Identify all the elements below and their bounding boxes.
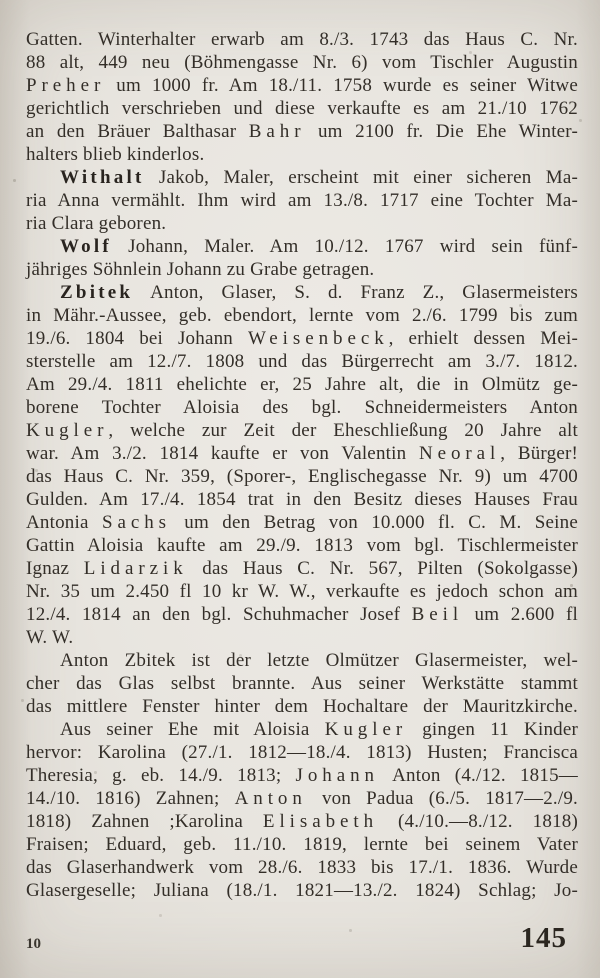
text-run: um 2100 fr. Die Ehe Winter- [305, 121, 578, 142]
entry-headword: Withalt [60, 167, 145, 188]
text-line [26, 235, 578, 258]
text-line [26, 212, 578, 235]
text-line [26, 695, 578, 718]
page-text [26, 28, 578, 902]
text-run: um den Betrag von 10.000 fl. C. M. Seine [170, 512, 578, 533]
text-run: ria Anna vermählt. Ihm wird am 13./8. 1717 eine Tochter Ma- [26, 190, 578, 211]
text-line [26, 189, 578, 212]
text-run: Fraisen; Eduard, geb. 11./10. 1819, lernte bei seinem Vater [26, 834, 578, 855]
text-run: , welche zur Zeit der Eheschließung 20 Jahre alt [108, 420, 578, 441]
text-line [26, 787, 578, 810]
text-run: , Bürger! [500, 443, 579, 464]
text-run: das mittlere Fenster hinter dem Hochaltare der Mauritzkirche. [26, 696, 578, 717]
scan-noise [0, 0, 1, 1]
text-run: , erhielt dessen Mei- [388, 328, 578, 349]
text-run: 1818) Zahnen ;Karolina [26, 811, 263, 832]
text-run: 14./10. 1816) Zahnen; [26, 788, 235, 809]
text-line [26, 603, 578, 626]
page-footer [26, 922, 570, 962]
paragraph [26, 166, 578, 235]
text-line [26, 741, 578, 764]
text-run: sterstelle am 12./7. 1808 und das Bürgerrecht am 3./7. 1812. [26, 351, 578, 372]
text-line [26, 649, 578, 672]
text-run: jähriges Söhnlein Johann zu Grabe getragen. [26, 259, 375, 280]
text-line [26, 120, 578, 143]
text-run: gerichtlich verschrieben und diese verkaufte es am 21./10 1762 [26, 98, 578, 119]
text-run: Glasergeselle; Juliana (18./1. 1821—13./2. 1824) Schlag; Jo- [26, 880, 578, 901]
text-line [26, 672, 578, 695]
entry-headword: Wolf [60, 236, 112, 257]
text-line [26, 373, 578, 396]
text-run: das Glaserhandwerk vom 28./6. 1833 bis 17./1. 1836. Wurde [26, 857, 578, 878]
text-run: um 2.600 fl [463, 604, 578, 625]
paragraph [26, 235, 578, 281]
text-run: 88 alt, 449 neu (Böhmengasse Nr. 6) vom Tischler Augustin [26, 52, 578, 73]
text-line [26, 74, 578, 97]
text-run: Theresia, g. eb. 14./9. 1813; [26, 765, 296, 786]
text-line [26, 258, 578, 281]
text-run: Ignaz [26, 558, 84, 579]
text-line [26, 419, 578, 442]
text-run: Aus seiner Ehe mit Aloisia [60, 719, 325, 740]
text-run: hervor: Karolina (27./1. 1812—18./4. 1813) Husten; Francisca [26, 742, 578, 763]
text-line [26, 718, 578, 741]
text-run: von Padua (6./5. 1817—2./9. [306, 788, 578, 809]
text-run: (4./10.—8./12. 1818) [378, 811, 578, 832]
text-line [26, 51, 578, 74]
text-line [26, 465, 578, 488]
text-run: Gatten. Winterhalter erwarb am 8./3. 1743 das Haus C. Nr. [26, 29, 578, 50]
spaced-name: Kugler [26, 420, 109, 441]
text-run: borene Tochter Aloisia des bgl. Schneidermeisters Anton [26, 397, 578, 418]
text-run: Anton Zbitek ist der letzte Olmützer Glasermeister, wel- [60, 650, 578, 671]
text-line [26, 810, 578, 833]
spaced-name: Neoral [418, 443, 501, 464]
text-line [26, 833, 578, 856]
text-run: halters blieb kinderlos. [26, 144, 205, 165]
spaced-name: Johann [295, 765, 379, 786]
text-run: das Haus C. Nr. 359, (Sporer-, Englischegasse Nr. 9) um 4700 [26, 466, 578, 487]
text-run: 19./6. 1804 bei Johann [26, 328, 248, 349]
text-run: um 1000 fr. Am 18./11. 1758 wurde es seiner Witwe [105, 75, 578, 96]
text-line [26, 28, 578, 51]
text-run: Gattin Aloisia kaufte am 29./9. 1813 vom bgl. Tischlermeister [26, 535, 578, 556]
text-line [26, 396, 578, 419]
text-line [26, 442, 578, 465]
spaced-name: Anton [234, 788, 307, 809]
text-line [26, 281, 578, 304]
spaced-name: Preher [26, 75, 106, 96]
text-line [26, 327, 578, 350]
text-run: gingen 11 Kinder [407, 719, 579, 740]
text-run: ria Clara geboren. [26, 213, 167, 234]
paragraph [26, 649, 578, 718]
text-line [26, 350, 578, 373]
text-run: das Haus C. Nr. 567, Pilten (Sokolgasse) [187, 558, 578, 579]
text-run: war. Am 3./2. 1814 kaufte er von Valentin [26, 443, 419, 464]
text-line [26, 764, 578, 787]
text-line [26, 626, 578, 649]
paragraph [26, 718, 578, 902]
text-line [26, 143, 578, 166]
text-run: Nr. 35 um 2.450 fl 10 kr W. W., verkaufte es jedoch schon am [26, 581, 578, 602]
spaced-name: Bahr [248, 121, 306, 142]
text-run: in Mähr.-Aussee, geb. ebendort, lernte vom 2./6. 1799 bis zum [26, 305, 578, 326]
text-line [26, 879, 578, 902]
text-line [26, 534, 578, 557]
text-line [26, 856, 578, 879]
text-run: Am 29./4. 1811 ehelichte er, 25 Jahre alt, die in Olmütz ge- [26, 374, 578, 395]
spaced-name: Sachs [101, 512, 171, 533]
text-run: cher das Glas selbst brannte. Aus seiner Werkstätte stammt [26, 673, 578, 694]
spaced-name: Elisabeth [262, 811, 379, 832]
text-run: Jakob, Maler, erscheint mit einer sicheren Ma- [144, 167, 578, 188]
spaced-name: Beil [411, 604, 464, 625]
text-line [26, 304, 578, 327]
text-run: Anton, Glaser, S. d. Franz Z., Glasermeisters [133, 282, 578, 303]
text-run: Anton (4./12. 1815— [379, 765, 578, 786]
text-line [26, 580, 578, 603]
text-run: Johann, Maler. Am 10./12. 1767 wird sein fünf- [111, 236, 578, 257]
text-run: W. W. [26, 627, 74, 648]
text-line [26, 97, 578, 120]
text-run: 12./4. 1814 an den bgl. Schuhmacher Josef [26, 604, 412, 625]
paragraph [26, 28, 578, 166]
text-run: Antonia [26, 512, 102, 533]
entry-headword: Zbitek [60, 282, 134, 303]
text-line [26, 488, 578, 511]
paragraph [26, 281, 578, 649]
text-line [26, 511, 578, 534]
text-line [26, 166, 578, 189]
spaced-name: Lidarzik [83, 558, 188, 579]
text-run: an den Bräuer Balthasar [26, 121, 249, 142]
spaced-name: Kugler [324, 719, 408, 740]
text-line [26, 557, 578, 580]
signature-number: 10 [26, 936, 41, 952]
page-number: 145 [520, 922, 567, 954]
text-run: Gulden. Am 17./4. 1854 trat in den Besitz dieses Hauses Frau [26, 489, 578, 510]
spaced-name: Weisenbeck [247, 328, 389, 349]
